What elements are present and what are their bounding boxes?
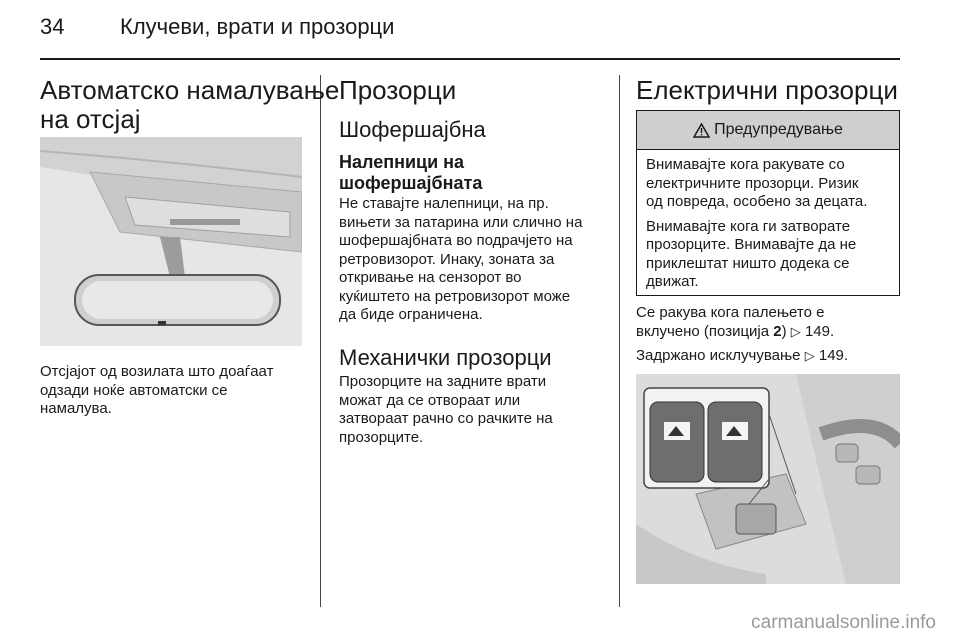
- subheading-windshield: Шофершајбна: [339, 117, 486, 142]
- mirror-illustration-svg: [40, 137, 302, 346]
- manual-windows-paragraph: Прозорците на задните врати можат да се отвораат или затвораат рачно со рачките на прозорците.: [339, 373, 553, 446]
- subsubheading-windshield-stickers: Налепници на шофершајбната: [339, 152, 483, 193]
- power-window-switches-illustration: [636, 374, 900, 584]
- delayed-off-paragraph: Задржано исклучување ▷ 149.: [636, 347, 849, 364]
- warning-triangle-icon: [693, 123, 710, 138]
- watermark: carmanualsonline.info: [751, 612, 936, 633]
- subheading-manual-windows: Механички прозорци: [339, 345, 552, 370]
- reference-arrow-icon: ▷: [804, 348, 815, 363]
- warning-paragraph-1: Внимавајте кога ракувате со електричните прозорци. Ризик од повреда, особено за децата.: [646, 156, 868, 210]
- warning-paragraph-2: Внимавајте кога ги затворате прозорците. Внимавајте да не приклештат ништо додека се движат.: [646, 217, 857, 290]
- warning-box-header: [637, 111, 899, 150]
- warning-box: [636, 110, 900, 296]
- reference-arrow-icon: ▷: [790, 323, 801, 339]
- column-divider-2: [619, 75, 620, 607]
- header-rule: [40, 58, 900, 60]
- operation-paragraph: Се ракува кога палењето е вклучено (позиција 2) ▷ 149.: [636, 304, 835, 340]
- power-window-switches-svg: [636, 374, 900, 584]
- page-header-title: Клучеви, врати и прозорци: [120, 14, 395, 39]
- section-heading-power-windows: Електрични прозорци: [636, 75, 898, 105]
- auto-dimming-paragraph: Отсјајот од возилата што доаѓаат одзади ноќе автоматски се намалува.: [40, 363, 274, 417]
- windshield-stickers-paragraph: Не ставајте налепници, на пр. вињети за патарина или слично на шофершајбната во подрачјето на ретровизорот. Инаку, зоната за откривање на сензорот во куќиштето на ретровизорот може да биде ограничена.: [339, 195, 583, 323]
- page-reference-link[interactable]: 149.: [818, 347, 849, 364]
- mirror-illustration: [40, 137, 302, 346]
- section-heading-windows: Прозорци: [339, 75, 457, 105]
- warning-box-body: [637, 150, 899, 304]
- section-heading-auto-dimming: Автоматско намалување на отсјај: [40, 75, 340, 134]
- page-reference-link[interactable]: 149.: [804, 322, 835, 340]
- column-divider-1: [320, 75, 321, 607]
- page-number: 34: [40, 14, 65, 39]
- warning-title: Предупредување: [714, 121, 843, 138]
